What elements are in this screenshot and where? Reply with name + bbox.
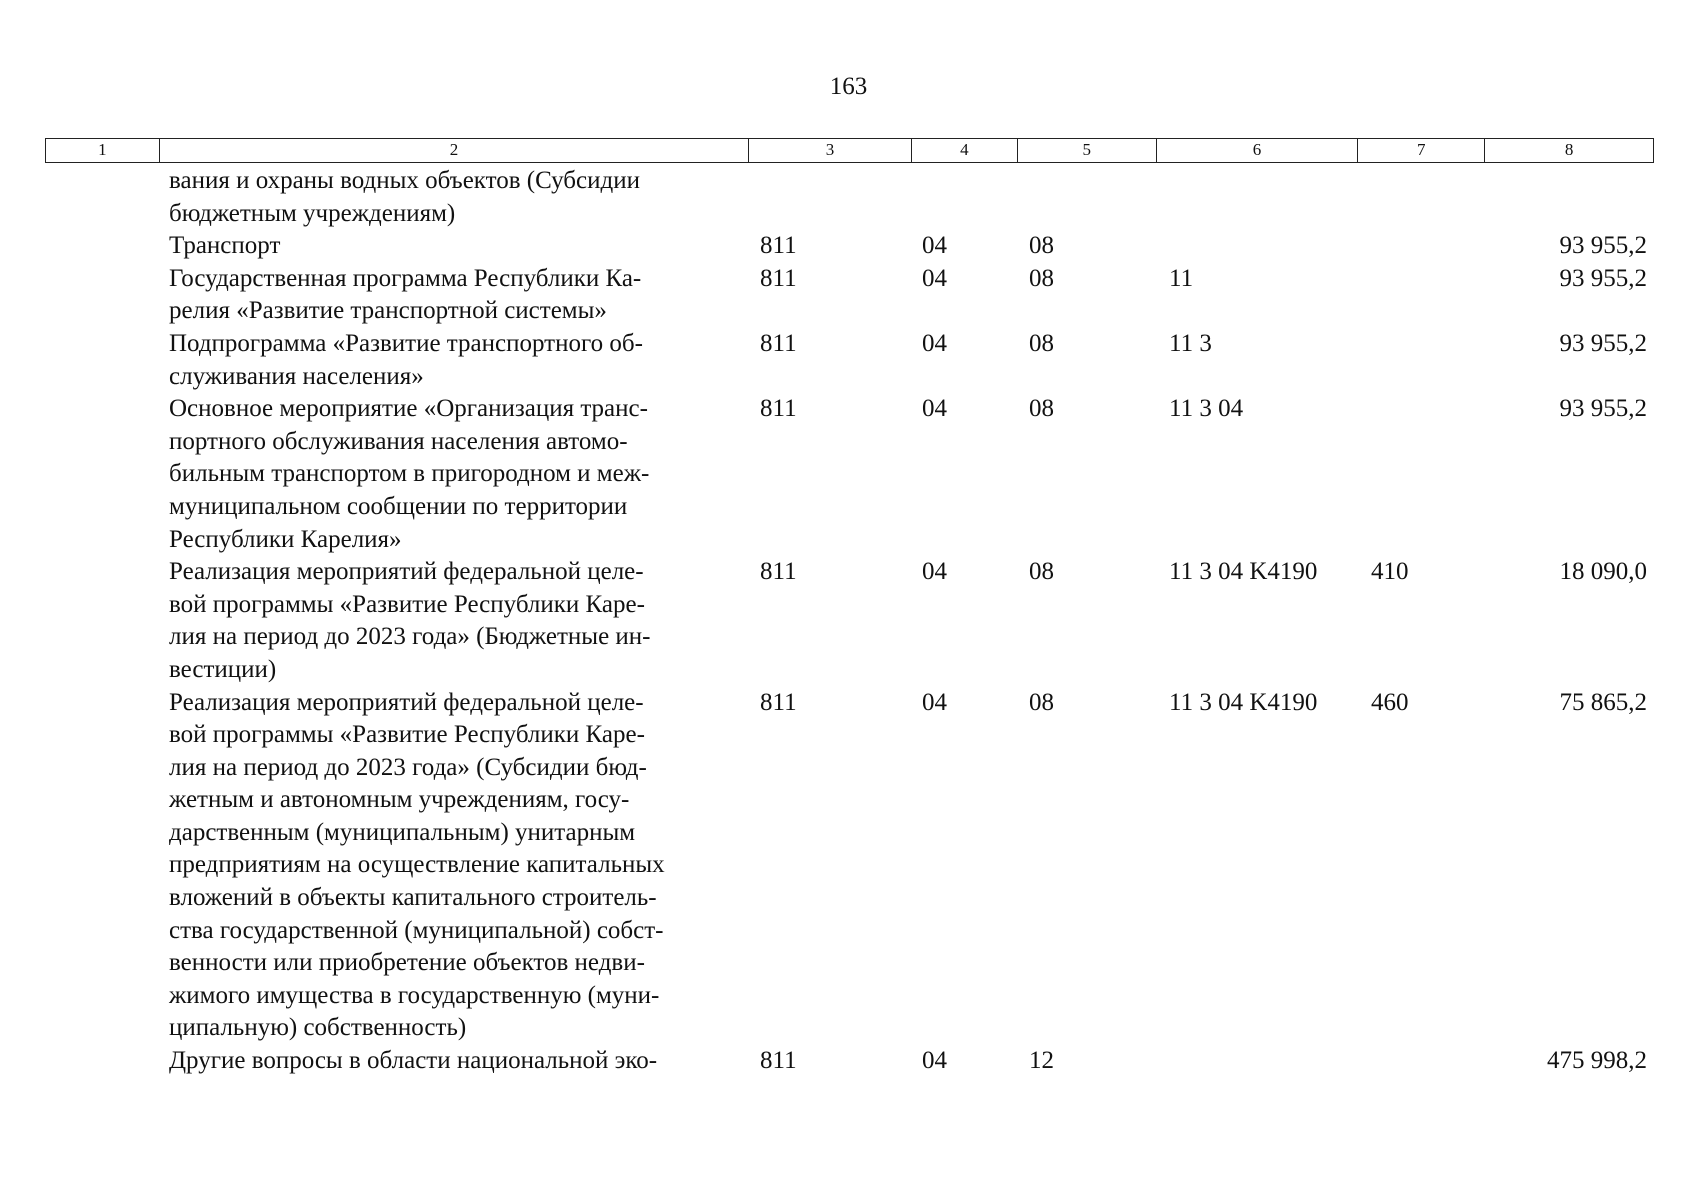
amount: 93 955,2 <box>1559 329 1647 357</box>
description-line: Республики Карелия» <box>169 525 402 553</box>
description-line: портного обслуживания населения автомо- <box>169 427 628 455</box>
target-article-code: 11 3 04 <box>1169 395 1244 423</box>
description-line: Государственная программа Республики Ка- <box>169 264 642 292</box>
table-row <box>0 165 1697 230</box>
section-code: 04 <box>922 558 947 586</box>
table-row <box>0 393 1697 556</box>
row-description <box>169 393 739 556</box>
row-description <box>169 556 739 686</box>
section-code: 04 <box>922 232 947 260</box>
column-header-2: 2 <box>160 139 749 162</box>
description-line: Подпрограмма «Развитие транспортного об- <box>169 329 643 357</box>
description-line: Другие вопросы в области национальной эко- <box>169 1047 658 1075</box>
description-line: муниципальном сообщении по территории <box>169 492 628 520</box>
target-article-code: 11 3 <box>1169 329 1212 357</box>
description-line: Транспорт <box>169 232 281 260</box>
column-header-6: 6 <box>1157 139 1359 162</box>
subsection-code: 08 <box>1029 264 1054 292</box>
description-line: бюджетным учреждениям) <box>169 199 456 227</box>
column-header-8: 8 <box>1564 140 1574 159</box>
amount: 75 865,2 <box>1559 688 1647 716</box>
row-description <box>169 1045 739 1078</box>
ministry-code: 811 <box>760 395 797 423</box>
subsection-code: 08 <box>1029 688 1054 716</box>
section-code: 04 <box>922 688 947 716</box>
ministry-code: 811 <box>760 264 797 292</box>
subsection-code: 12 <box>1029 1047 1054 1075</box>
row-description <box>169 263 739 328</box>
ministry-code: 811 <box>760 232 797 260</box>
page-number: 163 <box>829 73 868 100</box>
table-row <box>0 1045 1697 1078</box>
table-row <box>0 263 1697 328</box>
target-article-code: 11 <box>1169 264 1194 292</box>
amount: 18 090,0 <box>1559 558 1647 586</box>
ministry-code: 811 <box>760 329 797 357</box>
table-column-header-row <box>45 138 1654 163</box>
column-header-7: 7 <box>1358 139 1485 162</box>
row-description <box>169 328 739 393</box>
column-header-5: 5 <box>1018 139 1157 162</box>
table-row <box>0 230 1697 263</box>
expense-type-code: 460 <box>1371 688 1409 716</box>
description-line: Реализация мероприятий федеральной целе- <box>169 558 644 586</box>
ministry-code: 811 <box>760 688 797 716</box>
row-description <box>169 687 739 1046</box>
row-description <box>169 230 739 263</box>
description-line: жимого имущества в государственную (муни- <box>169 981 660 1009</box>
row-description <box>169 165 739 230</box>
description-line: вания и охраны водных объектов (Субсидии <box>169 167 640 194</box>
target-article-code: 11 3 04 K4190 <box>1169 688 1318 716</box>
description-line: вой программы «Развитие Республики Каре- <box>169 590 645 618</box>
table-row <box>0 556 1697 686</box>
column-header-4: 4 <box>912 139 1018 162</box>
description-line: предприятиям на осуществление капитальных <box>169 851 665 879</box>
section-code: 04 <box>922 1047 947 1075</box>
subsection-code: 08 <box>1029 558 1054 586</box>
description-line: лия на период до 2023 года» (Субсидии бюд- <box>169 753 647 781</box>
description-line: вой программы «Развитие Республики Каре- <box>169 721 645 749</box>
amount: 93 955,2 <box>1559 264 1647 292</box>
expense-type-code: 410 <box>1371 558 1409 586</box>
target-article-code: 11 3 04 K4190 <box>1169 558 1318 586</box>
description-line: венности или приобретение объектов недви- <box>169 949 645 977</box>
description-line: дарственным (муниципальным) унитарным <box>169 818 636 846</box>
description-line: служивания населения» <box>169 362 424 390</box>
description-line: ства государственной (муниципальной) собст- <box>169 916 664 944</box>
subsection-code: 08 <box>1029 232 1054 260</box>
subsection-code: 08 <box>1029 329 1054 357</box>
section-code: 04 <box>922 329 947 357</box>
amount: 93 955,2 <box>1559 232 1647 260</box>
description-line: вложений в объекты капитального строитель- <box>169 884 657 912</box>
table-row <box>0 328 1697 393</box>
description-line: релия «Развитие транспортной системы» <box>169 297 607 325</box>
ministry-code: 811 <box>760 558 797 586</box>
table-body <box>0 165 1697 1078</box>
section-code: 04 <box>922 264 947 292</box>
description-line: ципальную) собственность) <box>169 1014 467 1042</box>
ministry-code: 811 <box>760 1047 797 1075</box>
amount: 475 998,2 <box>1547 1047 1647 1075</box>
column-header-3: 3 <box>749 139 912 162</box>
amount: 93 955,2 <box>1559 395 1647 423</box>
description-line: лия на период до 2023 года» (Бюджетные ин- <box>169 623 651 651</box>
section-code: 04 <box>922 395 947 423</box>
description-line: вестиции) <box>169 655 277 683</box>
description-line: жетным и автономным учреждениям, госу- <box>169 786 630 814</box>
subsection-code: 08 <box>1029 395 1054 423</box>
column-header-1: 1 <box>46 139 160 162</box>
description-line: Реализация мероприятий федеральной целе- <box>169 688 644 716</box>
description-line: Основное мероприятие «Организация транс- <box>169 395 648 423</box>
table-row <box>0 687 1697 1046</box>
description-line: бильным транспортом в пригородном и меж- <box>169 460 650 488</box>
